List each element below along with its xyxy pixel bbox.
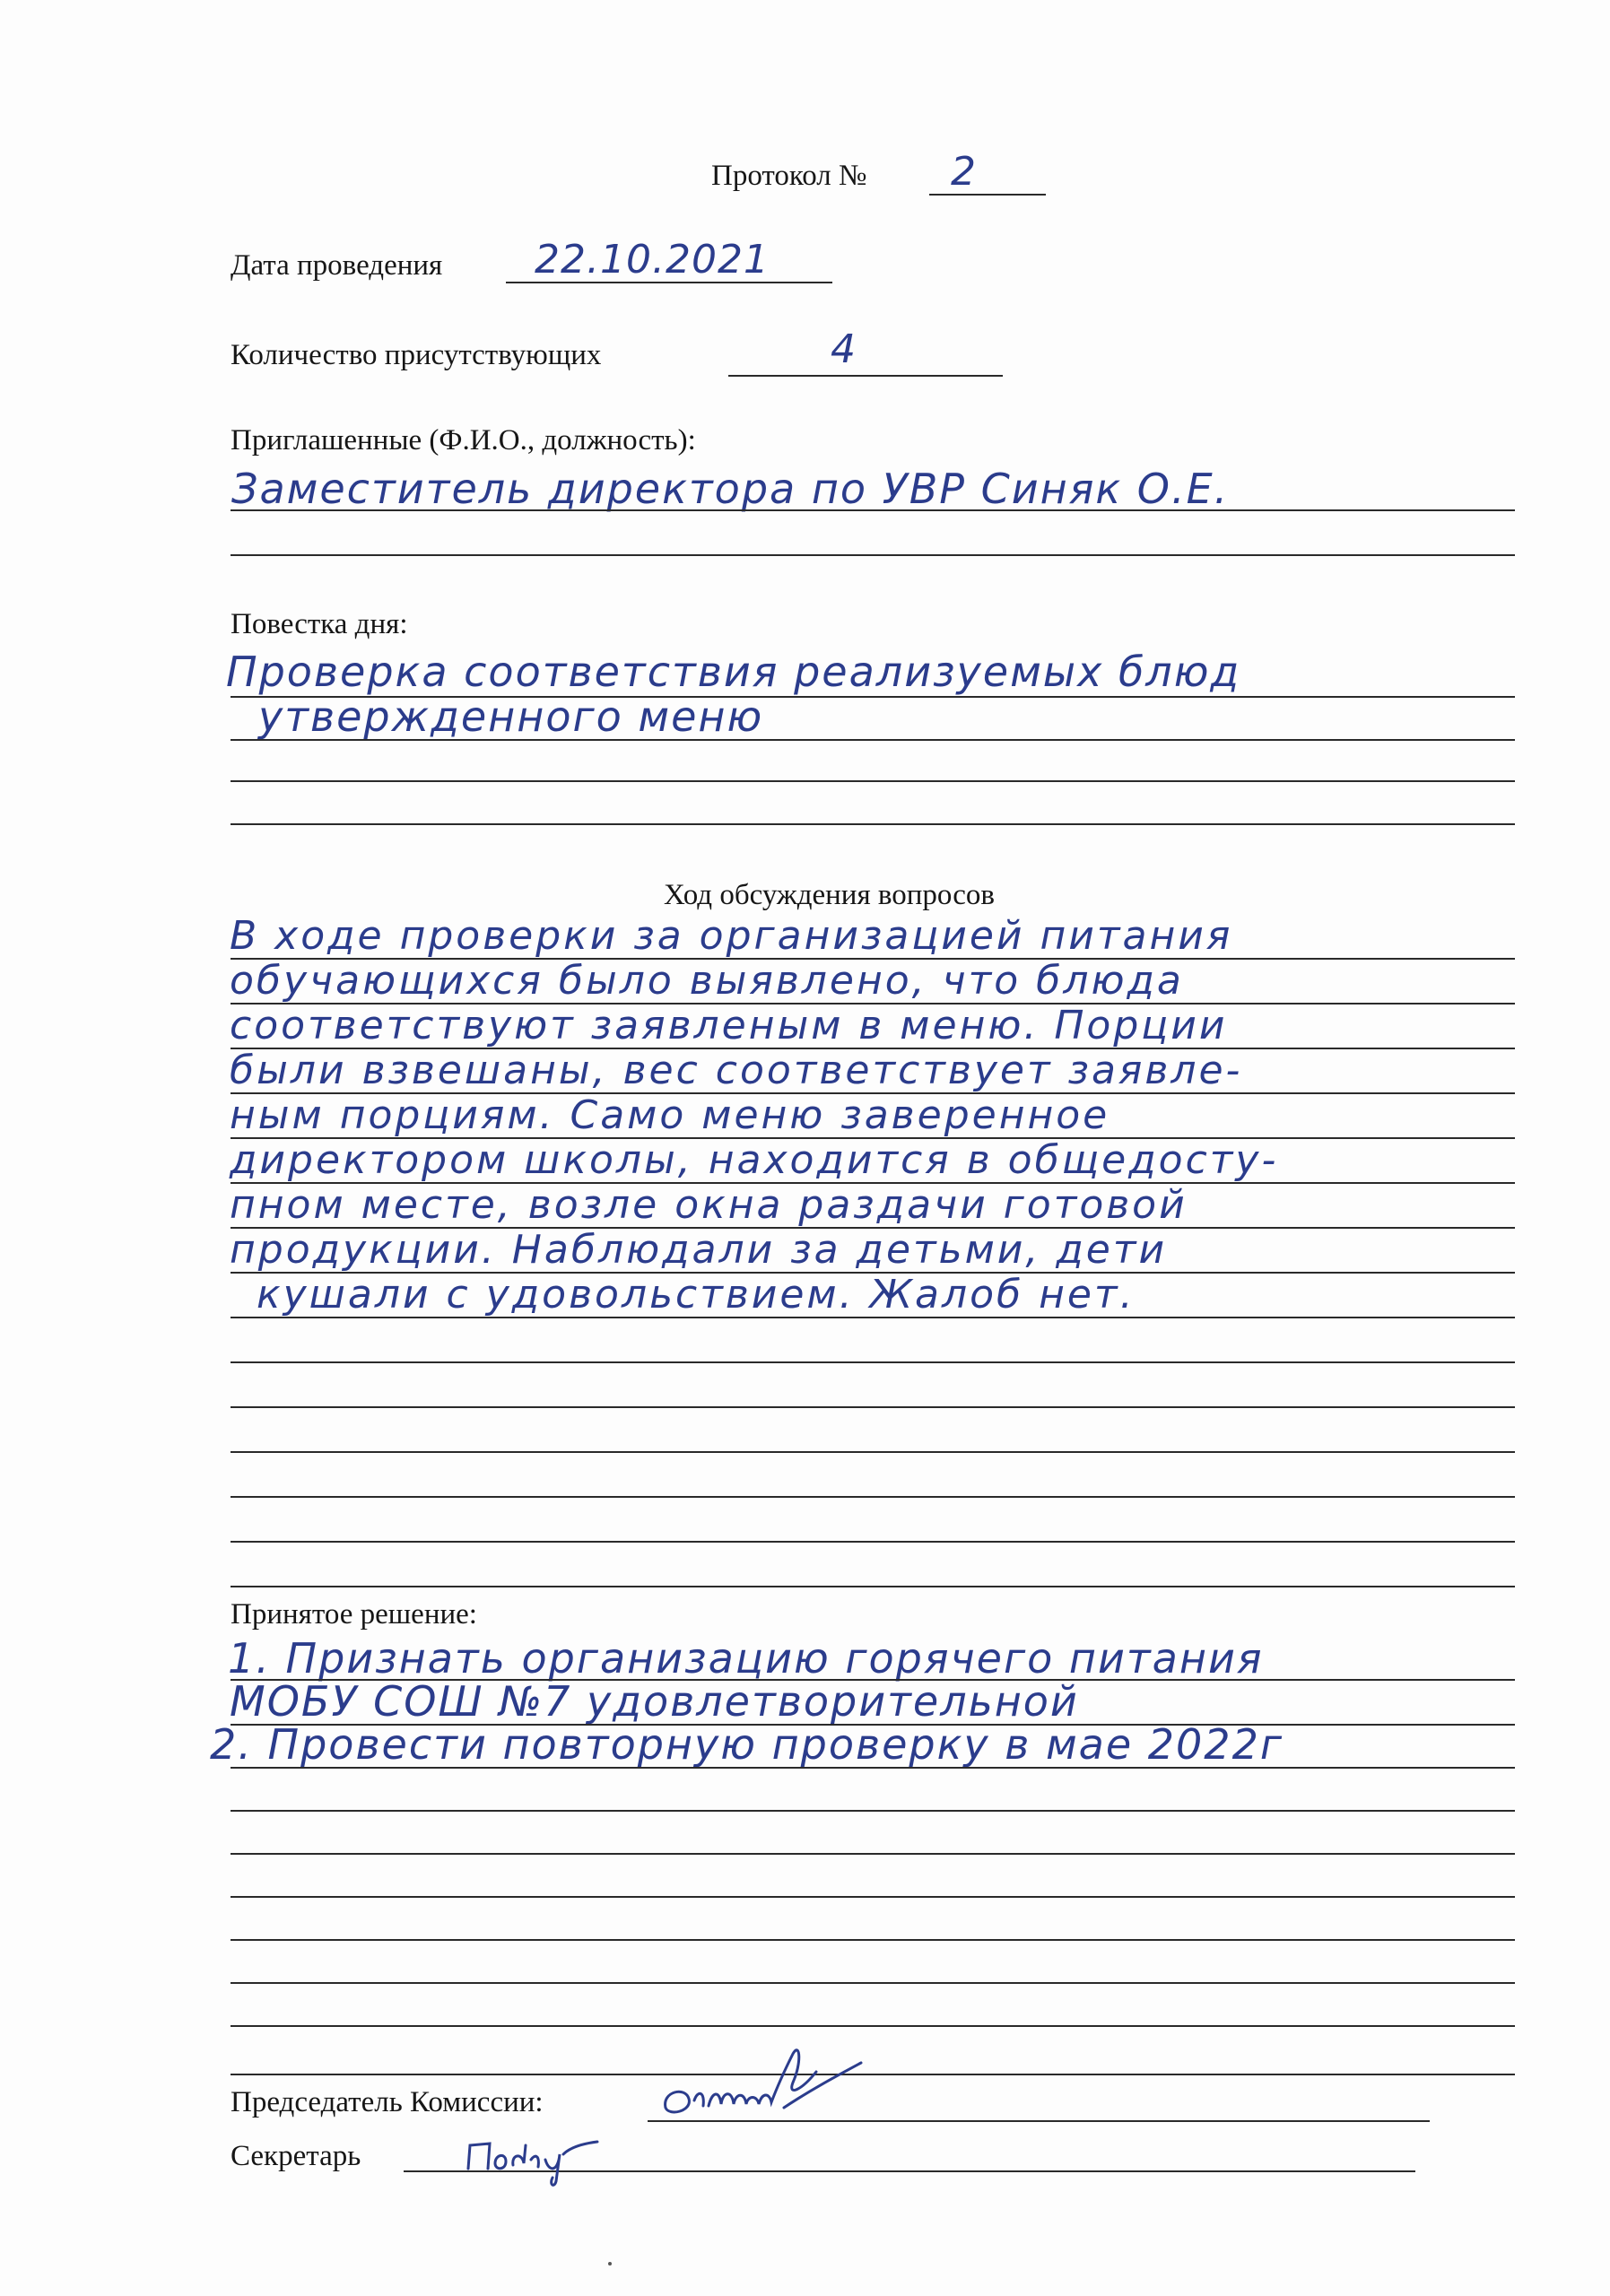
secretary-signature: [463, 2127, 615, 2190]
agenda-label: Повестка дня:: [231, 608, 408, 640]
discussion-line-3: соответствуют заявленым в меню. Порции: [230, 1003, 1228, 1048]
agenda-rule-3: [231, 780, 1515, 782]
agenda-line-1: Проверка соответствия реализуемых блюд: [226, 648, 1241, 696]
invited-label: Приглашенные (Ф.И.О., должность):: [231, 424, 696, 457]
agenda-line-2: утвержденного меню: [258, 692, 764, 741]
agenda-rule-4: [231, 823, 1515, 825]
protocol-label: Протокол №: [711, 160, 867, 192]
discussion-rule-13: [231, 1496, 1515, 1498]
discussion-line-6: директором школы, находится в общедосту-: [230, 1137, 1279, 1183]
discussion-line-9: кушали с удовольствием. Жалоб нет.: [257, 1272, 1136, 1318]
decision-rule-6: [231, 1896, 1515, 1898]
discussion-line-8: продукции. Наблюдали за детьми, дети: [230, 1227, 1168, 1273]
decision-rule-7: [231, 1939, 1515, 1941]
decision-line-2: МОБУ СОШ №7 удовлетворительной: [230, 1677, 1079, 1726]
decision-rule-5: [231, 1853, 1515, 1855]
chair-signature: [658, 2036, 874, 2126]
attendees-value: 4: [831, 326, 857, 372]
date-label: Дата проведения: [231, 249, 443, 282]
discussion-line-4: были взвешаны, вес соответствует заявле-: [230, 1048, 1243, 1093]
decision-line-1: 1. Признать организацию горячего питания: [228, 1634, 1264, 1683]
invited-rule-2: [231, 554, 1515, 556]
decision-rule-8: [231, 1982, 1515, 1984]
discussion-line-2: обучающихся было выявлено, что блюда: [230, 958, 1184, 1004]
attendees-label: Количество присутствующих: [231, 339, 602, 371]
secretary-label: Секретарь: [231, 2140, 361, 2172]
decision-label: Принятое решение:: [231, 1598, 477, 1631]
decision-line-3: 2. Провести повторную проверку в мае 2022г: [210, 1720, 1284, 1769]
agenda-rule-2: [231, 739, 1515, 741]
discussion-line-1: В ходе проверки за организацией питания: [230, 913, 1233, 959]
protocol-number-line: [929, 194, 1046, 196]
decision-rule-9: [231, 2025, 1515, 2027]
discussion-rule-11: [231, 1406, 1515, 1408]
scan-speck: [608, 2262, 612, 2266]
discussion-heading: Ход обсуждения вопросов: [664, 879, 995, 911]
protocol-number: 2: [951, 149, 977, 195]
attendees-line: [728, 375, 1003, 377]
discussion-rule-15: [231, 1586, 1515, 1587]
discussion-rule-10: [231, 1361, 1515, 1363]
discussion-rule-9: [231, 1317, 1515, 1318]
invited-rule-1: [231, 509, 1515, 511]
date-value: 22.10.2021: [535, 237, 770, 283]
chair-label: Председатель Комиссии:: [231, 2086, 544, 2118]
discussion-rule-12: [231, 1451, 1515, 1453]
decision-rule-4: [231, 1810, 1515, 1812]
invited-line-1: Заместитель директора по УВР Синяк О.Е.: [231, 465, 1230, 513]
decision-rule-3: [231, 1767, 1515, 1769]
discussion-line-5: ным порциям. Само меню заверенное: [230, 1092, 1110, 1138]
discussion-rule-14: [231, 1541, 1515, 1543]
discussion-line-7: пном месте, возле окна раздачи готовой: [230, 1182, 1188, 1228]
